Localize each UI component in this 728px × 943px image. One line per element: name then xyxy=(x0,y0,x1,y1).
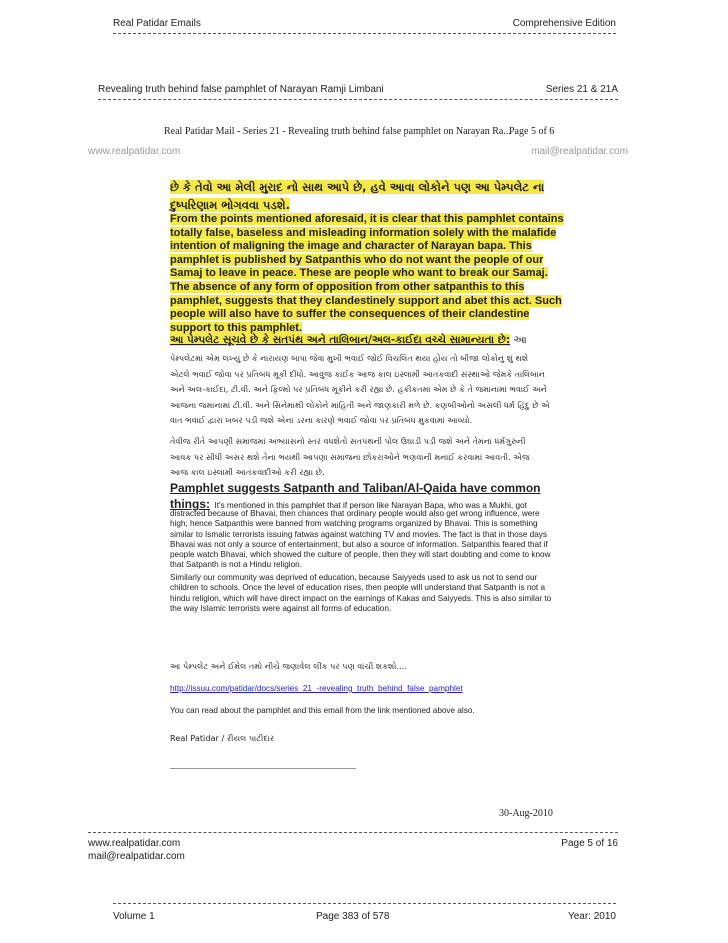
gujarati-intro-line: દુષ્પરિણામ ભોગવવા પડશે. xyxy=(170,198,290,212)
english-line: people watch Bhavai, which showed the culture of people, then they will start doubting and come to know xyxy=(170,550,551,560)
summary-line: pamphlet is published by Satpanthis who do not want the people of our xyxy=(170,253,544,266)
gujarati-line: વાત ભવાઈ દ્વારા ખબર પડી જશે એના ડરના કારણે ભવાઈ જોવા પર પ્રતિબંધ મુકવામાં આવ્યો. xyxy=(170,415,473,426)
doc-header-divider xyxy=(98,99,618,100)
summary-line: The absence of any form of opposition from other satpanthis to this xyxy=(170,280,525,293)
english-line: children to schools. Once the level of education rises, then people will understand that Satpanth is not a xyxy=(170,583,546,593)
english-line: high; hence Satpanthis were banned from watching programs organized by Bhavai. This is something xyxy=(170,519,538,529)
english-paragraph-2 xyxy=(170,573,551,614)
summary-line: support to this pamphlet. xyxy=(170,321,302,334)
summary-line: people will also have to suffer the consequences of their clandestine xyxy=(170,308,530,321)
gujarati-paragraph-2 xyxy=(170,434,530,481)
english-line: Bhavai was not only a source of entertainment, but also a source of information. Satpanthis feared that if xyxy=(170,539,548,549)
english-paragraph-1-first: It's mentioned in this pamphlet that if person like Narayan Bapa, who was a Mukhi, got xyxy=(214,501,527,510)
gujarati-line: એટલે ભવાઈ જોવા પર પ્રતિબંધ મૂકી દીધો. આવુંજ કાંઈક આજ કાલ ઇસ્લામી આતંકવાદી સંસ્થાઓ જેમકે તાલિબાન xyxy=(170,368,545,379)
doc-header-title: Revealing truth behind false pamphlet of Narayan Ramji Limbani xyxy=(98,84,384,95)
footer-mail: mail@realpatidar.com xyxy=(88,851,185,862)
gujarati-line: પેમ્પલેટમાં એમ લખ્યું છે કે નારાયણ બાપા જેવા મુખી ભવાઈ જોઈ વિચલિત થયા હોય તો બીજા લોકોનું શું થશે xyxy=(170,353,529,363)
summary-line: From the points mentioned aforesaid, it is clear that this pamphlet contains xyxy=(170,213,564,225)
site-url: www.realpatidar.com xyxy=(88,146,181,157)
outer-footer-divider xyxy=(113,903,616,904)
summary-line: totally false, baseless and misleading information solely with the malafide xyxy=(170,226,557,239)
gujarati-line: આવક પર સીધી અસર થશે તેના ભયથી આપણા સમાજના છોકરાઓને ભણવાની મનાઈ કરવામાં આવતી. એજ઼ xyxy=(170,451,530,462)
english-heading-line-2: things: xyxy=(170,497,210,511)
gujarati-line: આજ કાલ ઇસ્લામી આતંકવાદીઓ કરી રહ્યા છે. xyxy=(170,467,325,478)
gujarati-paragraph-1 xyxy=(170,351,550,429)
signature: Real Patidar / રીયલ પાટીદાર xyxy=(170,733,275,743)
inner-header-title: Real Patidar Mail - Series 21 - Revealing truth behind false pamphlet on Narayan Ra... xyxy=(164,126,511,137)
footer-page: Page 5 of 16 xyxy=(561,838,618,849)
english-line: distracted because of Bhavai, then chances that ordinary people would also get wrong influence, were xyxy=(170,509,540,518)
gujarati-heading-tail: આ xyxy=(513,334,527,346)
gujarati-heading xyxy=(170,334,527,347)
outer-header-divider xyxy=(113,33,616,34)
gujarati-line: તેવીજ રીતે આપણી સમાજમાં અભ્યાસનો સ્તર વધશેતો સતપંથની પોલ ઉઘાડી પડી જશે અને તેમના ધર્મગુરુની xyxy=(170,436,526,446)
gujarati-link-intro: આ પેમ્પલેટ અને ઈમેલ તમો નીચે જણાવેલ લીંક પર પણ વાંચી શકશો.... xyxy=(170,661,407,671)
footer-page-of-total: Page 383 of 578 xyxy=(316,911,390,922)
gujarati-line: આજના જમાનામાં ટી.વી. અને સિનેમાથી લોકોને માહિતી અને જાણકારી મળે છે. કણબીઓનો અસલી ધર્મ હિંદુ છે એ xyxy=(170,399,550,410)
date: 30-Aug-2010 xyxy=(499,808,553,819)
link-note: You can read about the pamphlet and this email from the link mentioned above also. xyxy=(170,706,475,715)
english-line: similar to Ismalic terrorists issuing fatwas against watching TV and movies. The fact is that in those days xyxy=(170,529,547,539)
gujarati-intro-line: છે કે તેવો આ મેલી મુરાદ નો સાથ આપે છે, હવે આવા લોકોને પણ આ પેમ્પલેટ ના xyxy=(170,180,545,194)
footer-year: Year: 2010 xyxy=(567,911,616,922)
footer-site: www.realpatidar.com xyxy=(88,838,181,849)
doc-footer-divider xyxy=(88,832,618,833)
english-line: Similarly our community was deprived of education, because Saiyyeds used to ask us not to send our xyxy=(170,573,538,582)
issuu-link[interactable]: http://issuu.com/patidar/docs/series_21_-revealing_truth_behind_false_pamphlet xyxy=(170,684,463,693)
summary-line: pamphlet, suggests that they clandestinely support and abet this act. Such xyxy=(170,294,562,307)
outer-header-left: Real Patidar Emails xyxy=(113,18,201,29)
signature-divider xyxy=(170,768,356,769)
summary-line: intention of maligning the image and character of Narayan bapa. This xyxy=(170,240,532,253)
english-line: the way Islamic terrorists were against all forms of education. xyxy=(170,603,392,613)
english-paragraph-1 xyxy=(170,509,551,571)
gujarati-intro xyxy=(170,178,544,214)
english-line: hindu religion, which will have direct impact on the earnings of Kakas and Saiyyeds. This is also similar to xyxy=(170,593,552,603)
english-line: that Satpanth is not a Hindu religion. xyxy=(170,560,302,570)
inner-header-page: Page 5 of 6 xyxy=(509,126,555,137)
footer-volume: Volume 1 xyxy=(113,911,155,922)
gujarati-heading-text: આ પેમ્પલેટ સૂચવે છે કે સતપંથ અને તાલિબાન/અલ-કાઈદા વચ્ચે સામાન્યતા છે: xyxy=(170,334,511,346)
site-email: mail@realpatidar.com xyxy=(531,146,628,157)
english-heading-line-1: Pamphlet suggests Satpanth and Taliban/Al-Qaida have common xyxy=(170,481,541,495)
doc-header-series: Series 21 & 21A xyxy=(545,84,618,95)
summary-line: Samaj to leave in peace. These are people who want to break our Samaj. xyxy=(170,267,548,280)
outer-header-right: Comprehensive Edition xyxy=(512,18,616,29)
english-summary xyxy=(170,213,564,335)
gujarati-line: અને અલ-કાઈદા, ટી.વી. અને ફિલ્મો પર પ્રતિબંધ મૂકીને કરી રહ્યા છે. હકીકતમાં એમ છે કે તે જમાનામાં ભવાઈ અને xyxy=(170,384,547,395)
